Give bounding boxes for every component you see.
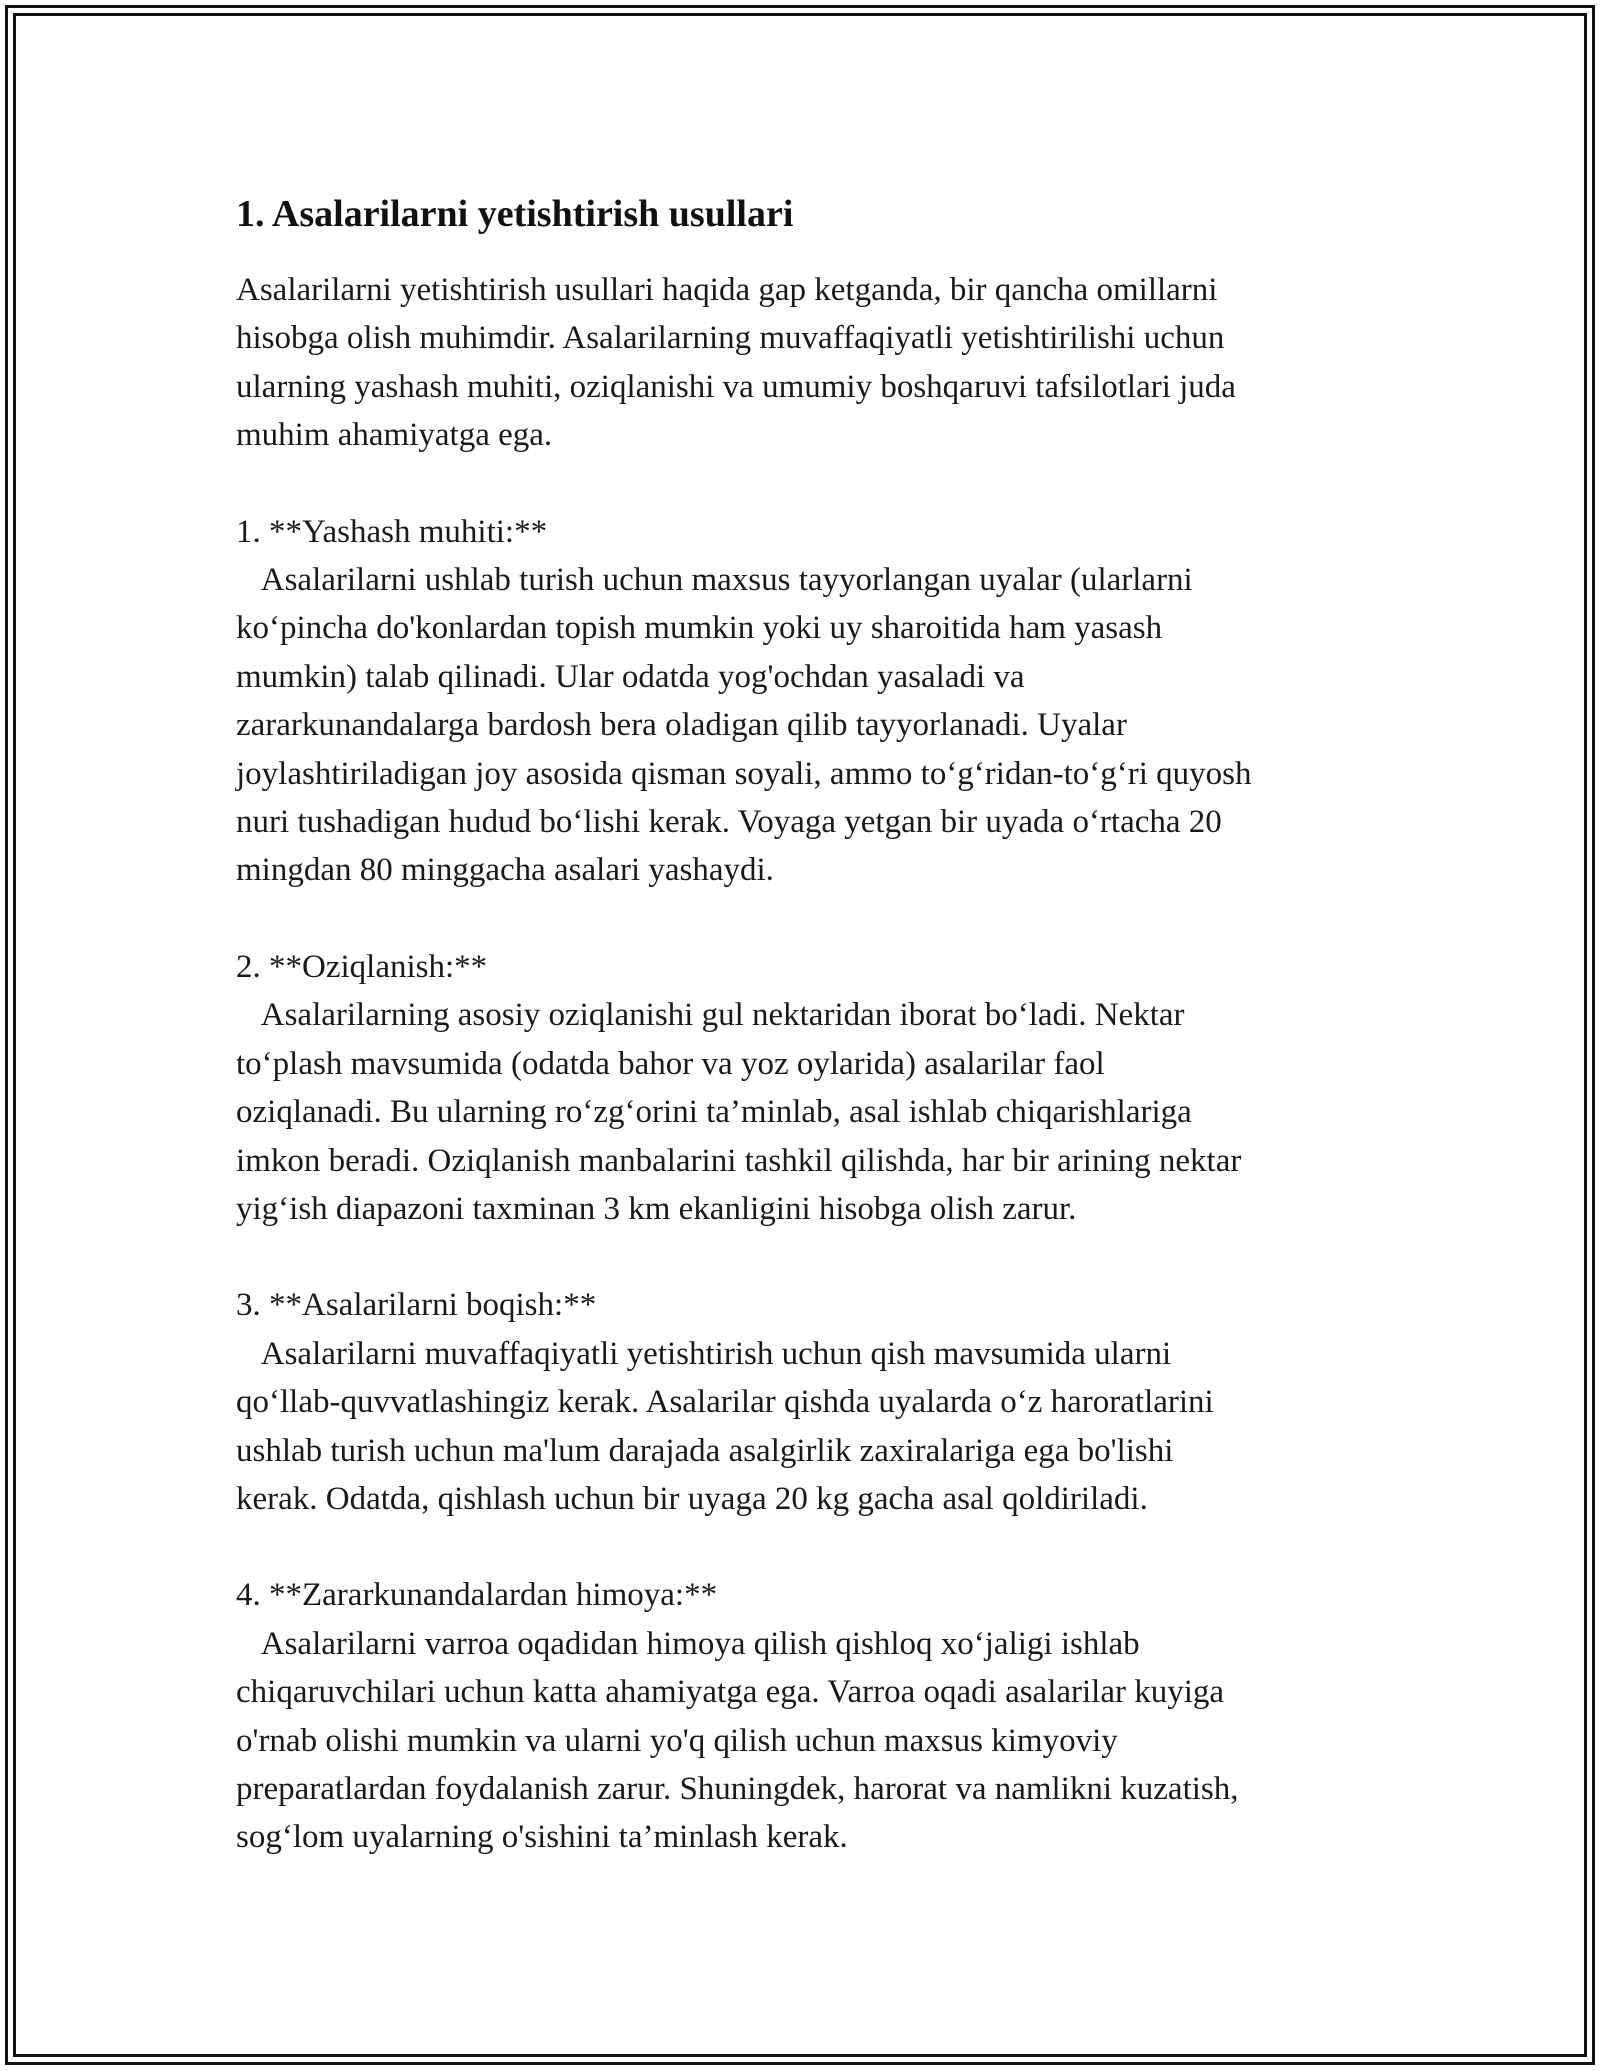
section-body: Asalarilarni muvaffaqiyatli yetishtirish uchun qish mavsumida ularni qo‘llab-quvvatlashingiz kerak. Asalarilar qishda uyalarda o‘z haroratlarini ushlab turish uchun ma'lum darajada asalgirlik zaxiralariga ega bo'lishi kerak. Odatda, qishlash uchun bir uyaga 20 kg gacha asal qoldiriladi. [236,1335,1214,1517]
document-title: 1. Asalarilarni yetishtirish usullari [236,193,794,235]
section-zararkunandalardan-himoya [236,1571,1396,1861]
intro-paragraph: Asalarilarni yetishtirish usullari haqida gap ketganda, bir qancha omillarni hisobga olish muhimdir. Asalarilarning muvaffaqiyatli yetishtirilishi uchun ularning yashash muhiti, oziqlanishi va umumiy boshqaruvi tafsilotlari juda muhim ahamiyatga ega. [236,272,1236,454]
section-heading: 3. **Asalarilarni boqish:** [236,1287,597,1324]
document-content [236,186,1396,1862]
section-asalarilarni-boqish [236,1281,1396,1523]
section-body: Asalarilarni ushlab turish uchun maxsus tayyorlangan uyalar (ularlarni ko‘pincha do'konlardan topish mumkin yoki uy sharoitida ham yasash mumkin) talab qilinadi. Ular odatda yog'ochdan yasaladi va zararkunandalarga bardosh bera oladigan qilib tayyorlanadi. Uyalar joylashtiriladigan joy asosida qisman soyali, ammo to‘g‘ridan-to‘g‘ri quyosh nuri tushadigan hudud bo‘lishi kerak. Voyaga yetgan bir uyada o‘rtacha 20 mingdan 80 minggacha asalari yashaydi. [236,562,1252,889]
section-heading: 1. **Yashash muhiti:** [236,513,548,550]
section-body: Asalarilarni varroa oqadidan himoya qilish qishloq xo‘jaligi ishlab chiqaruvchilari uchun katta ahamiyatga ega. Varroa oqadi asalarilar kuyiga o'rnab olishi mumkin va ularni yo'q qilish uchun maxsus kimyoviy preparatlardan foydalanish zarur. Shuningdek, harorat va namlikni kuzatish, sog‘lom uyalarning o'sishini ta’minlash kerak. [236,1625,1239,1856]
section-oziqlanish [236,943,1396,1233]
section-heading: 2. **Oziqlanish:** [236,948,488,985]
section-yashash-muhiti [236,508,1396,895]
section-body: Asalarilarning asosiy oziqlanishi gul nektaridan iborat bo‘ladi. Nektar to‘plash mavsumida (odatda bahor va yoz oylarida) asalarilar faol oziqlanadi. Bu ularning ro‘zg‘orini ta’minlab, asal ishlab chiqarishlariga imkon beradi. Oziqlanish manbalarini tashkil qilishda, har bir arining nektar yig‘ish diapazoni taxminan 3 km ekanligini hisobga olish zarur. [236,997,1242,1227]
section-heading: 4. **Zararkunandalardan himoya:** [236,1577,718,1614]
